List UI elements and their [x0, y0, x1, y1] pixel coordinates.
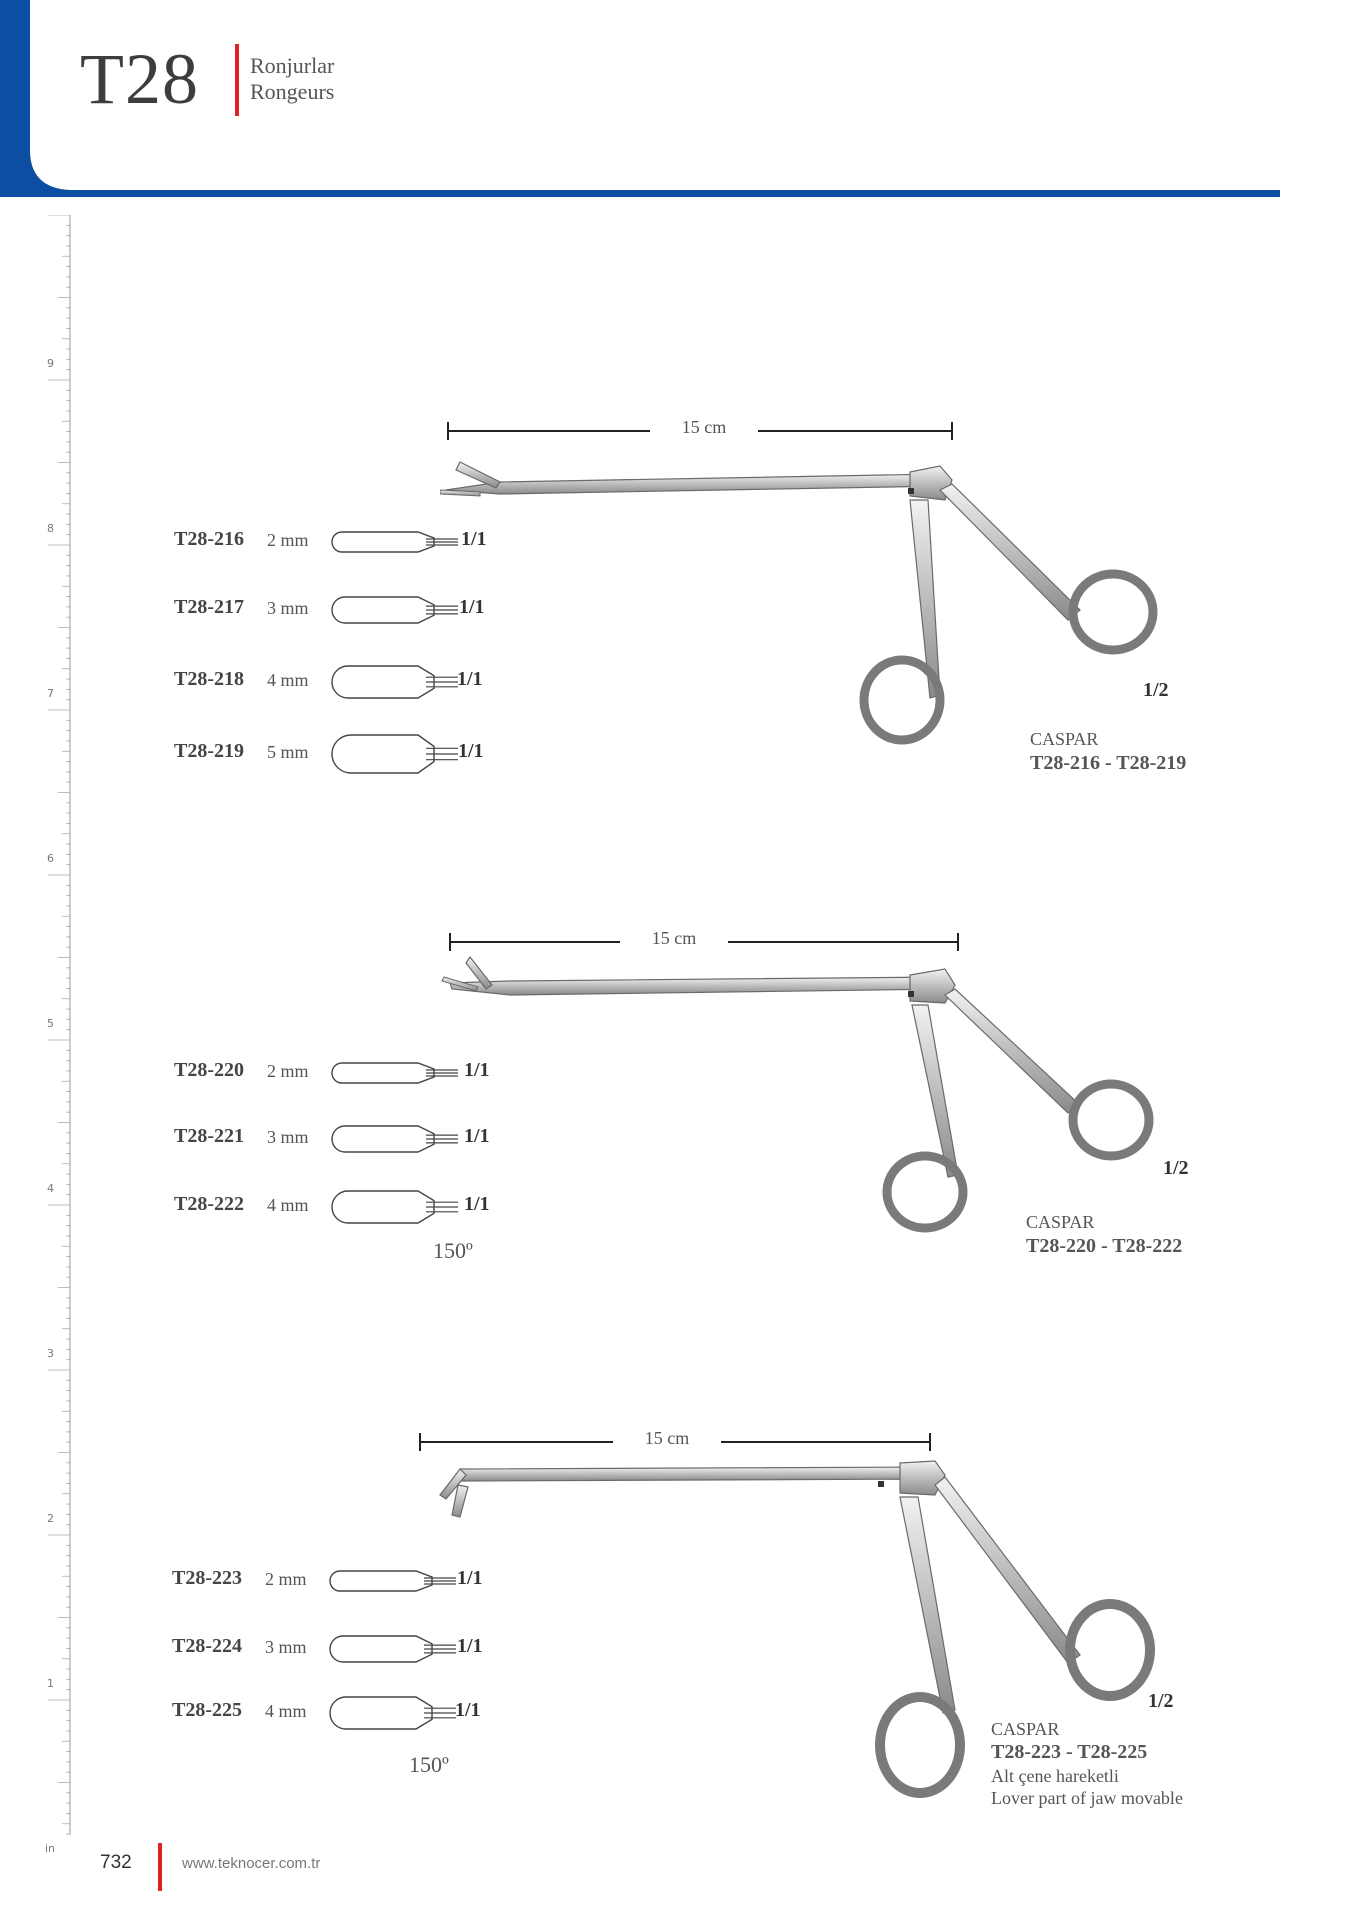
caption-range: T28-216 - T28-219	[1030, 752, 1187, 774]
jaw-tip-drawing	[328, 1634, 468, 1664]
ruler-label: 5	[47, 1017, 54, 1030]
product-code: T28-216	[174, 528, 244, 550]
jaw-size: 4 mm	[267, 1195, 309, 1215]
product-code: T28-217	[174, 596, 244, 618]
size-row	[174, 596, 534, 630]
product-code: T28-222	[174, 1193, 244, 1215]
size-row	[174, 1125, 534, 1159]
jaw-size: 4 mm	[265, 1701, 307, 1721]
product-code: T28-218	[174, 668, 244, 690]
scale-full: 1/1	[461, 528, 487, 550]
jaw-tip-drawing	[330, 1061, 470, 1085]
product-code: T28-223	[172, 1567, 242, 1589]
ruler-label: 1	[47, 1677, 54, 1690]
jaw-size: 3 mm	[267, 598, 309, 618]
footer-divider	[158, 1843, 162, 1891]
size-row	[174, 528, 534, 562]
size-list	[172, 1567, 532, 1767]
jaw-size: 4 mm	[267, 670, 309, 690]
rongeur-illustration	[440, 460, 1170, 760]
caption-name: CASPAR	[1030, 729, 1099, 749]
size-row	[174, 668, 534, 702]
ruler-label: 9	[47, 357, 54, 370]
title-turkish: Ronjurlar	[250, 53, 335, 78]
angle-label: 150º	[433, 1238, 473, 1263]
website-link[interactable]: www.teknocer.com.tr	[182, 1855, 321, 1872]
size-row	[172, 1699, 532, 1733]
ruler-label: 3	[47, 1347, 54, 1360]
jaw-tip-drawing	[330, 595, 470, 625]
jaw-tip-drawing	[330, 1124, 470, 1154]
product-code: T28-220	[174, 1059, 244, 1081]
dimension-tick	[449, 933, 451, 951]
ruler-label: 2	[47, 1512, 54, 1525]
size-row	[174, 740, 534, 774]
header-divider	[235, 44, 239, 116]
jaw-size: 3 mm	[267, 1127, 309, 1147]
scale-half: 1/2	[1148, 1690, 1174, 1712]
rongeur-illustration	[440, 955, 1170, 1245]
dimension-tick	[419, 1433, 421, 1451]
jaw-tip-drawing	[330, 733, 470, 775]
ruler-unit: in	[45, 1842, 56, 1855]
scale-full: 1/1	[457, 1635, 483, 1657]
dimension-tick	[957, 933, 959, 951]
caption-name: CASPAR	[991, 1719, 1060, 1739]
dimension-label: 15 cm	[613, 1428, 721, 1449]
angle-label: 150º	[409, 1752, 449, 1777]
dimension-label: 15 cm	[620, 928, 728, 949]
caption-range: T28-223 - T28-225	[991, 1741, 1148, 1763]
scale-full: 1/1	[457, 1567, 483, 1589]
jaw-tip-drawing	[330, 530, 470, 554]
scale-full: 1/1	[457, 668, 483, 690]
scale-full: 1/1	[459, 596, 485, 618]
header-band	[0, 0, 1357, 200]
dimension-tick	[929, 1433, 931, 1451]
ruler-label: 6	[47, 852, 54, 865]
caption-name: CASPAR	[1026, 1212, 1095, 1232]
ruler-label: 7	[47, 687, 54, 700]
product-code: T28-221	[174, 1125, 244, 1147]
size-row	[174, 1193, 534, 1227]
jaw-tip-drawing	[330, 1189, 470, 1225]
scale-full: 1/1	[458, 740, 484, 762]
scale-half: 1/2	[1163, 1157, 1189, 1179]
inch-ruler	[0, 215, 80, 1855]
dimension-tick	[951, 422, 953, 440]
product-code: T28-219	[174, 740, 244, 762]
jaw-size: 2 mm	[265, 1569, 307, 1589]
jaw-size: 2 mm	[267, 530, 309, 550]
scale-half: 1/2	[1143, 679, 1169, 701]
product-code: T28-225	[172, 1699, 242, 1721]
note-turkish: Alt çene hareketli	[991, 1766, 1119, 1786]
jaw-tip-drawing	[328, 1695, 468, 1731]
jaw-size: 2 mm	[267, 1061, 309, 1081]
jaw-size: 3 mm	[265, 1637, 307, 1657]
caption-range: T28-220 - T28-222	[1026, 1235, 1183, 1257]
scale-full: 1/1	[464, 1059, 490, 1081]
size-list	[174, 528, 534, 798]
scale-full: 1/1	[464, 1125, 490, 1147]
jaw-tip-drawing	[330, 664, 470, 700]
size-row	[172, 1567, 532, 1601]
jaw-size: 5 mm	[267, 742, 309, 762]
size-row	[174, 1059, 534, 1093]
caption-notes	[991, 1765, 1183, 1809]
size-row	[172, 1635, 532, 1669]
dimension-tick	[447, 422, 449, 440]
scale-full: 1/1	[464, 1193, 490, 1215]
catalog-title	[250, 53, 334, 105]
product-code: T28-224	[172, 1635, 242, 1657]
catalog-code: T28	[80, 39, 199, 119]
scale-full: 1/1	[455, 1699, 481, 1721]
size-list	[174, 1059, 534, 1259]
ruler-label: 4	[47, 1182, 54, 1195]
ruler-label: 8	[47, 522, 54, 535]
jaw-tip-drawing	[328, 1569, 468, 1593]
page-number: 732	[100, 1852, 132, 1873]
title-english: Rongeurs	[250, 79, 335, 104]
note-english: Lover part of jaw movable	[991, 1788, 1183, 1808]
dimension-label: 15 cm	[650, 417, 758, 438]
